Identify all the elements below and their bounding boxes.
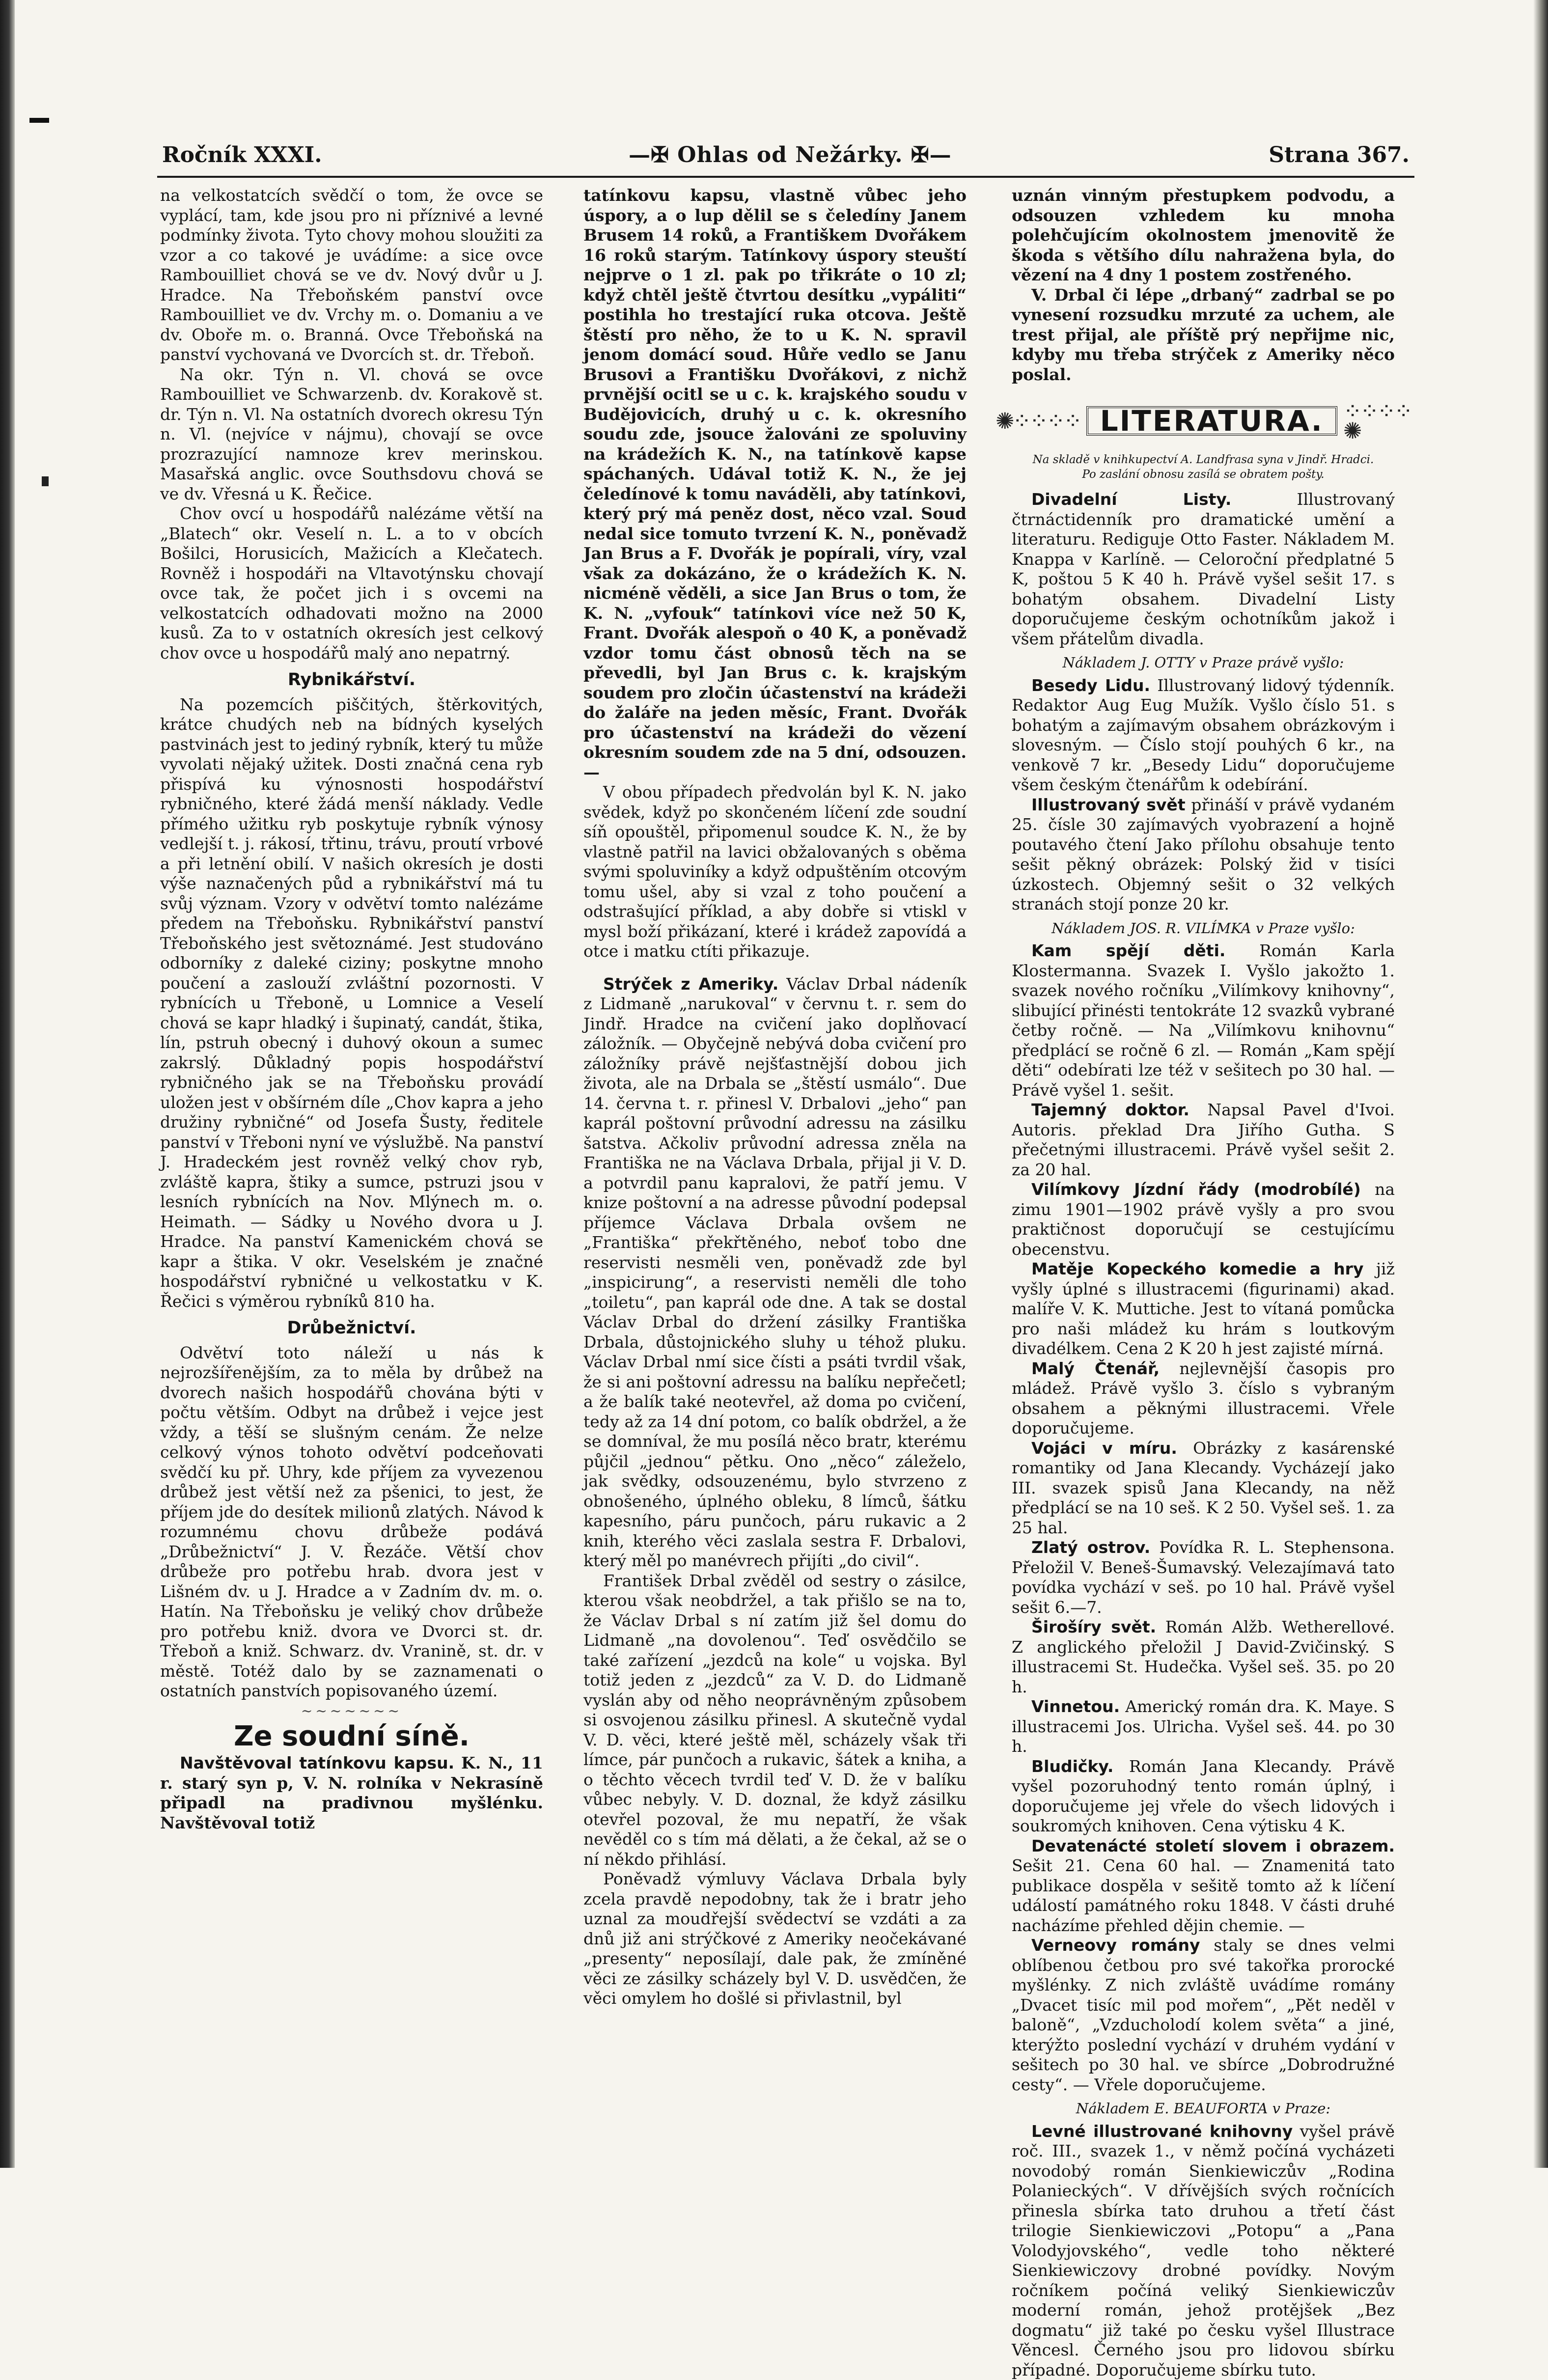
listing — [1012, 1100, 1395, 1180]
margin-mark-small — [42, 476, 49, 486]
listing-title: Devatenácté století slovem i obrazem. — [1031, 1836, 1395, 1855]
section-heading-rybnikarstvi: Rybnikářství. — [160, 670, 543, 690]
listing-text: Povídka R. L. Stephensona. Přeložil V. Beneš-Šumavský. Velezajímavá tato povídka vychází v seš. po 10 hal. Právě vyšel sešit 6.—7. — [1012, 1538, 1395, 1617]
page-number: Strana 367. — [1269, 142, 1410, 167]
listing-text: Napsal Pavel d'Ivoi. Autoris. překlad Dra Jiřího Gutha. S přečetnými illustracemi. Právě vyšel sešit 2. za 20 hal. — [1012, 1100, 1395, 1179]
listing-text: na zimu 1901—1902 právě vyšly a pro svou praktičnost doporučují se cestujícímu obecenstvu. — [1012, 1180, 1395, 1259]
literatura-note — [1012, 452, 1395, 482]
listing — [1012, 941, 1395, 1100]
listing-title: Vojáci v míru. — [1031, 1439, 1177, 1458]
listing-text: Illustrovaný čtrnáctidenník pro dramatické umění a literaturu. Rediguje Otto Faster. Nákladem M. Knappa v Karlíně. — Celoroční předplatné 5 K, poštou 5 K 40 h. Právě vyšel sešit 17. s bohatým obsahem. Divadelní Listy doporučujeme českým ochotníkům jakož i všem přátelům divadla. — [1012, 490, 1395, 648]
listing-title: Bludičky. — [1031, 1757, 1113, 1776]
newspaper-title: —✠ Ohlas od Nežárky. ✠— — [629, 142, 952, 167]
listing — [1012, 676, 1395, 795]
listing-text: Román Alžb. Wetherellové. Z anglického přeložil J David-Zvičinský. S illustracemi St. Hudečka. Vyšel seš. 35. po 20 h. — [1012, 1617, 1395, 1696]
ornament-left: ✺⁘⁘⁘⁘ — [995, 411, 1080, 431]
mail-order-note: Po zaslání obnosu zasílá se obratem pošty. — [1012, 467, 1395, 482]
page-right-edge — [1533, 0, 1548, 2168]
listing-title: Širošíry svět. — [1031, 1617, 1156, 1636]
paragraph: V obou případech předvolán byl K. N. jako svědek, když po skončeném líčení zde soudní síň opouštěl, připomenul soudce K. N., že by vlastně patřil na lavici obžalovaných s oběma svými spoluviníky a když odpuštěním otcovým tomu ušel, aby si vzal z toho poučení a odstrašující příklad, a aby dobře si vtiskl v mysl boží přikázaní, které i krádež zapovídá a otce i matku ctíti přikazuje. — [583, 782, 967, 962]
listing — [1012, 1757, 1395, 1836]
paragraph: Na okr. Týn n. Vl. chová se ovce Rambouilliet ve Schwarzenb. dv. Korakově st. dr. Týn n. Vl. Na ostatních dvorech okresu Týn n. Vl. (nejvíce v nájmu), chovají se ovce prozrazující namnoze krev merinskou. Masařská anglic. ovce Southsdovu chová se ve dv. Vřesná u K. Řečice. — [160, 365, 543, 504]
listing — [1012, 1359, 1395, 1439]
bookshop-note: Na skladě v knihkupectví A. Landfrasa syna v Jindř. Hradci. — [1012, 452, 1395, 467]
article-text: Václav Drbal nádeník z Lidmaně „narukoval“ v červnu t. r. sem do Jindř. Hradce na cvičení jako doplňovací záložník. — Obyčejně nebývá doba cvičení pro záložníky právě nejšťastnější dobou jich života, ale na Drbala se „štěstí usmálo“. Due 14. června t. r. přinesl V. Drbalovi „jeho“ pan kaprál poštovní průvodní adressu na zásilku šatstva. Ačkoliv průvodní adressa zněla na Františka ne na Václava Drbala, přijal ji V. D. a potvrdil panu kapralovi, že patří jemu. V knize poštovní a na adresse původní podepsal příjemce Václava Drbala ovšem ne „Františka“ překřtěného, neboť tobo dne reservisti nesměli ven, poněvadž zde byl „inspicirung“, a reservisti neměli dle toho „toiletu“, pan kaprál ode dne. A tak se dostal Václav Drbal do držení zásilky Františka Drbala, důstojnického sluhy u téhož pluku. Václav Drbal nmí sice čísti a psáti tvrdil však, že si ani poštovní adressu na balíku nepřečetl; a že balík také neotevřel, až doma po cvičení, tedy až za 14 dní potom, co balík obdržel, a že se domníval, že mu posílá něco bratr, kterému půjčil „jednou“ pětku. Ono „něco“ záleželo, jak svědky, odsouzenému, bylo stvrzeno z obnošeného, úplného obleku, 8 límců, šátku kapesního, páru punčoch, páru rukavic a 2 knih, kterého věci zaslala sestra F. Drbalovi, který měl po manévrech přijíti „do civil“. — [583, 974, 967, 1571]
publisher-line: Nákladem J. OTTY v Praze právě vyšlo: — [1012, 653, 1395, 673]
article-lead: Navštěvoval tatínkovu kapsu. — [180, 1753, 454, 1772]
listing — [1012, 490, 1395, 649]
listing-text: staly se dnes velmi oblíbenou četbou pro své takořka prorocké myšlénky. Z nich zvláště uvádíme romány „Dvacet tisíc mil pod mořem“, „Pět neděl v baloně“, „Vzducholodí kolem světa“ a jiné, kterýžto poslední vychází v druhém vydání v sešitech po 30 hal. ve sbírce „Dobrodružné cesty“. — Vřele doporučujeme. — [1012, 1936, 1395, 2094]
literatura-title: LITERATURA. — [1086, 406, 1337, 436]
paragraph: Chov ovcí u hospodářů nalézáme větší na „Blatech“ okr. Veselí n. L. a to v obcích Bošilci, Horusicích, Mažicích a Klečatech. Rovněž i hospodáři na Vltavotýnsku chovají ovce tak, že počet jich i s ovcemi na velkostatcích odhadovati možno na 2000 kusů. Za to v ostatních okresích jest celkový chov ovce u hospodářů malý ano nepatrný. — [160, 504, 543, 663]
listing — [1012, 1538, 1395, 1617]
listing-text: Obrázky z kasárenské romantiky od Jana Klecandy. Vycházejí jako III. svazek spisů Jana Klecandy, na něž předplácí se na 10 seš. K 2 50. Vyšel seš. 1. za 25 hal. — [1012, 1439, 1395, 1537]
margin-mark — [29, 118, 49, 123]
paragraph: František Drbal zvěděl od sestry o zásilce, kterou však neobdržel, a tak přišlo se na to, že Václav Drbal s ní zatím již šel domu do Lidmaně „na dovolenou“. Teď osvědčilo se také zařízení „jezdců na kole“ u vojska. Byl totiž jeden z „jezdců“ za V. D. do Lidmaně vyslán aby od něho neoprávněným způsobem si osvojenou zásilku přinesl. A skutečně vydal V. D. věci, které ještě měl, scházely však tři límce, pár punčoch a rukavic, šátek a kniha, a o těchto věcech tvrdil teď V. D. že v balíku vůbec nebyly. V. D. doznal, že když zásilku otevřel pozoval, že mu nepatří, že však nevěděl co s tím má dělati, a že čekal, až se o ní někdo přihlásí. — [583, 1571, 967, 1870]
section-heading-soudni-sin: Ze soudní síně. — [160, 1727, 543, 1747]
listing-title: Illustrovaný svět — [1031, 795, 1186, 814]
column-2 — [583, 186, 967, 2009]
section-heading-drubeznictvi: Drůbežnictví. — [160, 1318, 543, 1338]
running-header — [162, 142, 1410, 172]
listing — [1012, 1439, 1395, 1538]
listing — [1012, 1617, 1395, 1697]
ornament-right: ⁘⁘⁘⁘✺ — [1343, 401, 1411, 441]
paragraph: uznán vinným přestupkem podvodu, a odsouzen vzhledem ku mnoha polehčujícím okolnostem jmenovitě že škoda s většího dílu nahražena byla, do vězení na 4 dny 1 postem zostřeného. — [1012, 186, 1395, 285]
volume-label: Ročník XXXI. — [162, 142, 322, 167]
paragraph: tatínkovu kapsu, vlastně vůbec jeho úspory, a o lup dělil se s čeledíny Janem Brusem 14 roků, a Františkem Dvořákem 16 roků starým. Tatínkovy úspory steuští nejprve o 1 zl. pak po třikráte o 10 zl; když chtěl ještě čtvrtou desítku „vypáliti“ postihla ho trestající ruka otcova. Ještě štěstí pro něho, že to u K. N. spravil jenom domácí soud. Hůře vedlo se Janu Brusovi a Františku Dvořákovi, z nichž prvnější ocitl se u c. k. krajského soudu v Budějovicích, druhý u c. k. okresního soudu zde, jsouce žalováni ze spoluviny na krádežích K. N., na tatínkově kapse spáchaných. Udával totiž K. N., že jej čeledínové k tomu naváděli, aby tatínkovi, který prý má peněz dost, něco vzal. Soud nedal sice tomuto tvrzení K. N., poněvadž Jan Brus a F. Dvořák je popírali, víry, vzal však za dokázáno, že o krádežích K. N. nicméně věděli, a sice Jan Brus o tom, že K. N. „vyfouk“ tatínkovi více než 50 K, Frant. Dvořák alespoň o 40 K, a poněvadž vzdor tomu část obnosů těch na se převedli, byl Jan Brus c. k. krajským soudem pro zločin účastenství na krádeži do žaláře na jeden měsíc, Frant. Dvořák pro účastenství na krádeži do vězení okresním soudem zde na 5 dní, odsouzen. — — [583, 186, 967, 782]
paragraph: Odvětví toto náleží u nás k nejrozšířenějším, za to měla by drůbež na dvorech našich hospodářů chována býti v počtu větším. Odbyt na drůbež i vejce jest vždy, a těší se slušným cenám. Že nelze celkový výnos tohoto odvětví podceňovati svědčí ku př. Uhry, kde příjem za vyvezenou drůbež jest větší než za pšenici, to jest, že příjem jde do desítek milionů zlatých. Návod k rozumnému chovu drůbeže podává „Drůbežnictví“ J. V. Řezáče. Větší chov drůbeže pro potřebu hrab. dvora jest v Lišném dv. u J. Hradce a v Zadním dv. m. o. Hatín. Na Třeboňsku je veliký chov drůbeže pro potřebu kniž. dvora ve Dvorci st. dr. Třeboň a kniž. Schwarz. dv. Vranině, st. dr. v městě. Totéž dalo by se zaznamenati o ostatních panstvích popisovaného území. — [160, 1343, 543, 1701]
article-text: K. N., 11 r. starý syn p, V. N. rolníka v Nekrasíně připadl na pradivnou myšlénku. Navštěvoval totiž — [160, 1753, 543, 1832]
listing-title: Tajemný doktor. — [1031, 1100, 1189, 1119]
page-binding-edge — [0, 0, 15, 2168]
ornament-divider: ~~~~~~~ — [160, 1701, 543, 1718]
listing-text: vyšel právě roč. III., svazek 1., v němž počíná vycházeti novodobý román Sienkiewiczův „Rodina Polanieckých“. V dřívějších svých ročnících přinesla sbírka tato druhou a třetí část trilogie Sienkiewiczovi „Potopu“ a „Pana Volodyjovského“, vedle toho některé Sienkiewiczovy drobné povídky. Novým ročníkem počíná veliký Sienkiewiczův moderní román, jehož protějšek „Bez dogmatu“ již také po česku vyšel Illustrace Věncesl. Černého jsou pro lidovou sbírku případné. Doporučujeme sbírku tuto. — [1012, 2122, 1395, 2380]
paragraph: na velkostatcích svědčí o tom, že ovce se vyplácí, tam, kde jsou pro ni příznivé a levné podmínky života. Tyto chovy mohou sloužiti za vzor a co takové je uvádíme: a sice ovce Rambouilliet chová se ve dv. Nový dvůr u J. Hradce. Na Třeboňském panství ovce Rambouilliet ve dv. Vrchy m. o. Domaniu a ve dv. Oboře m. o. Branná. Ovce Třeboňská na panství vychovaná ve Dvorcích st. dr. Třeboň. — [160, 186, 543, 365]
article-lead: Strýček z Ameriky. — [603, 974, 778, 994]
article-paragraph — [583, 974, 967, 1571]
listing-text: přináší v právě vydaném 25. čísle 30 zajímavých vyobrazení a hojně poutavého čtení Jako přílohu obsahuje tento sešit pěkný obrázek: Polský žid v tisíci úzkostech. Objemný sešit o 32 velkých stranách stojí ponze 20 kr. — [1012, 795, 1395, 914]
listing-text: již vyšly úplné s illustracemi (figurinami) akad. malíře V. K. Muttiche. Jest to vítaná pomůcka pro naši mládež ku hrám s loutkovým divadélkem. Cena 2 K 20 h jest zajisté mírná. — [1012, 1259, 1395, 1358]
listing — [1012, 1180, 1395, 1259]
listing-title: Besedy Lidu. — [1031, 676, 1150, 695]
listing-text: nejlevnější časopis pro mládež. Právě vyšlo 3. číslo s vybraným obsahem a pěknými illustracemi. Vřele doporučujeme. — [1012, 1359, 1395, 1438]
listing-title: Levné illustrované knihovny — [1031, 2122, 1293, 2141]
column-3 — [1012, 186, 1395, 2380]
publisher-line: Nákladem JOS. R. VILÍMKA v Praze vyšlo: — [1012, 918, 1395, 939]
listing-title: Zlatý ostrov. — [1031, 1538, 1150, 1557]
literatura-banner — [1012, 391, 1395, 450]
listing-title: Verneovy romány — [1031, 1936, 1200, 1955]
listing-title: Malý Čtenář, — [1031, 1359, 1160, 1378]
listing — [1012, 1697, 1395, 1757]
listing — [1012, 1259, 1395, 1359]
listing-text: Sešit 21. Cena 60 hal. — Znamenitá tato publikace dospěla v sešitě tomto až k líčení událostí památného roku 1848. V části druhé nacházíme přehled dějin chemie. — — [1012, 1856, 1395, 1935]
listing — [1012, 1836, 1395, 1936]
listing — [1012, 2122, 1395, 2380]
listing — [1012, 795, 1395, 914]
paragraph: Na pozemcích piščitých, štěrkovitých, krátce chudých neb na bídných kyselých pastvinách jest to jediný rybník, který tu může vyvolati nějaký užitek. Dosti značná cena ryb přispívá ku výnosnosti hospodářství rybničného, které žádá menší náklady. Vedle přímého užitku ryb poskytuje rybník výnosy vedlejší t. j. rákosí, třtinu, trávu, proutí vrbové a při letnění obilí. V našich okresích je dosti výše naznačených půd a rybnikářství má tu svůj význam. Vzory v odvětví tomto nalézáme předem na Třeboňsku. Rybnikářství panství Třeboňského jest světoznámé. Jest studováno odborníky z daleké ciziny; poskytne mnoho poučení a zaslouží zvláštní pozornosti. V rybnících u Třeboně, u Lomnice a Veselí chová se kapr hladký i šupinatý, candát, štika, lín, pstruh obecný i duhový okoun a sumec zakrslý. Důkladný popis hospodářství rybničného jak se na Třeboňsku provádí uložen jest v obšírném díle „Chov kapra a jeho družiny rybničné“ od Josefa Šusty, ředitele panství v Třeboni nyní ve výslužbě. Na panství J. Hradeckém jest rovněž velký chov ryb, zvláště kapra, štiky a sumce, pstruzi jsou v lesních rybnících na Nov. Mlýnech m. o. Heimath. — Sádky u Nového dvora u J. Hradce. Na panství Kamenickém chová se kapr a štika. V okr. Veselském je značné hospodářství rybničné u velkostatku v K. Řečici s výměrou rybníků 810 ha. — [160, 695, 543, 1312]
paragraph: Poněvadž výmluvy Václava Drbala byly zcela pravdě nepodobny, tak že i bratr jeho uznal za moudřejší svědectví se vzdáti a za dnů již ani strýčkové z Ameriky neočekávané „presenty“ neposílají, dale pak, že zmíněné věci ze zásilky scházely byl V. D. usvědčen, že věci omylem ho došlé si přivlastnil, byl — [583, 1869, 967, 2009]
header-rule — [157, 176, 1414, 178]
paragraph: V. Drbal či lépe „drbaný“ zadrbal se po vynesení rozsudku mrzuté za uchem, ale trest přijal, ale příště prý nepřijme nic, kdyby mu třeba strýček z Ameriky něco poslal. — [1012, 285, 1395, 385]
listing-text: Americký román dra. K. Maye. S illustracemi Jos. Ulricha. Vyšel seš. 44. po 30 h. — [1012, 1697, 1395, 1756]
publisher-line: Nákladem E. BEAUFORTA v Praze: — [1012, 2099, 1395, 2119]
listing — [1012, 1936, 1395, 2095]
listing-title: Kam spějí děti. — [1031, 941, 1225, 960]
listing-text: Román Karla Klostermanna. Svazek I. Vyšlo jakožto 1. svazek nového ročníku „Vilímkovy knihovny“, slibující přinésti tentokráte 12 svazků vybrané četby ročně. — Na „Vilímkovu knihovnu“ předplácí se ročně 6 zl. — Román „Kam spějí děti“ odebírati lze též v sešitech po 30 hal. — Právě vyšel 1. sešit. — [1012, 941, 1395, 1100]
column-1 — [160, 186, 543, 1833]
listing-title: Divadelní Listy. — [1031, 490, 1231, 509]
listing-title: Vinnetou. — [1031, 1697, 1120, 1716]
listing-title: Vilímkovy Jízdní řády (modrobílé) — [1031, 1180, 1361, 1199]
article-paragraph — [160, 1753, 543, 1833]
listing-text: Román Jana Klecandy. Právě vyšel pozoruhodný tento román úplný, i doporučujeme jej vřele do všech lidových i soukromých knihoven. Cena výtisku 4 K. — [1012, 1757, 1395, 1836]
listing-title: Matěje Kopeckého komedie a hry — [1031, 1259, 1363, 1278]
listing-text: Illustrovaný lidový týdenník. Redaktor Aug Eug Mužík. Vyšlo číslo 51. s bohatým a zajímavým obsahem obrázkovým i slovesným. — Číslo stojí pouhých 6 kr., na venkově 7 kr. „Besedy Lidu“ doporučujeme všem českým čtenářům k odebírání. — [1012, 676, 1395, 795]
